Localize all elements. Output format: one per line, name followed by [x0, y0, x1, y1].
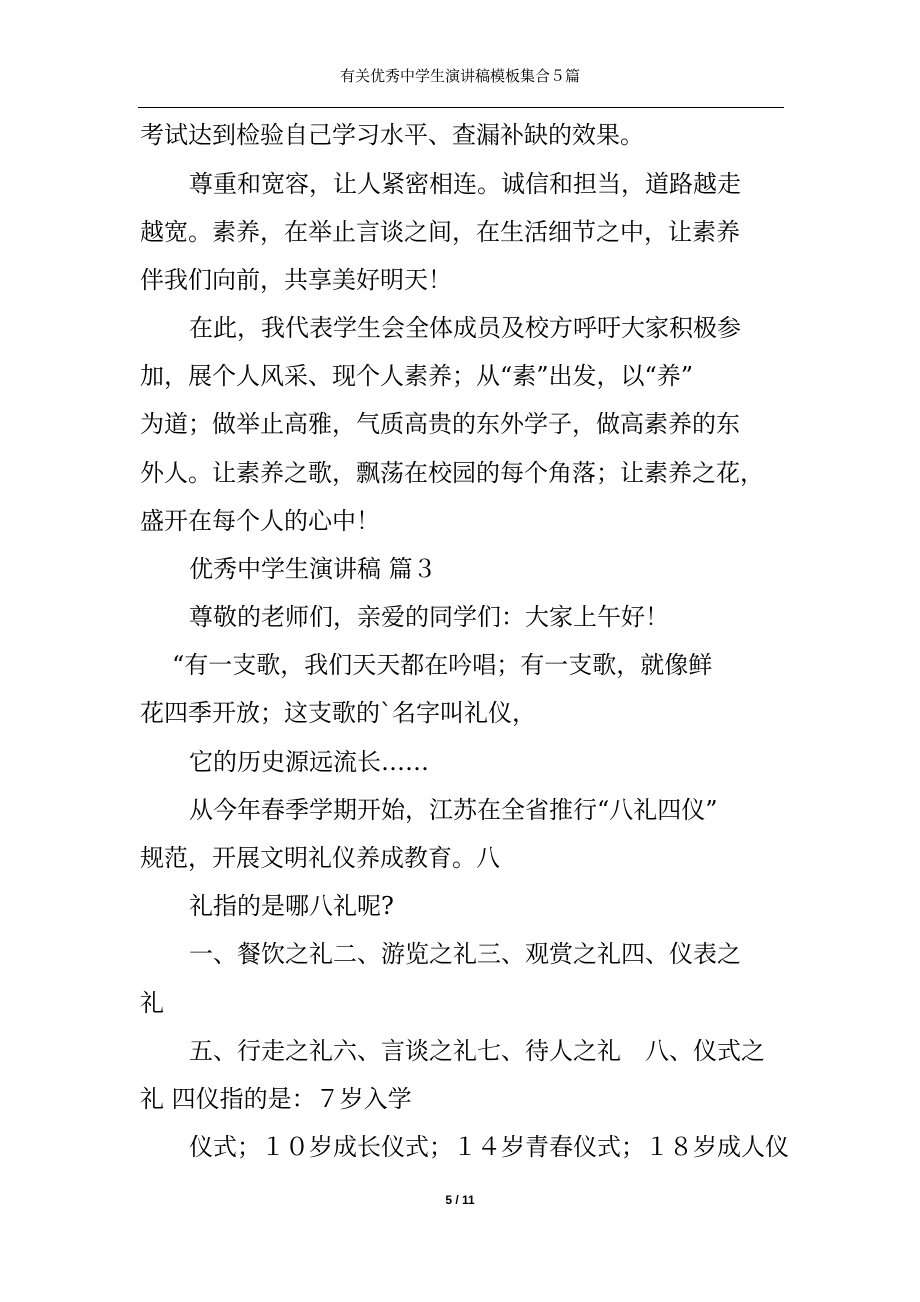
text-line: 盛开在每个人的心中！ [140, 507, 380, 535]
text-line: 礼 四仪指的是：７岁入学 [140, 1085, 412, 1113]
text-line: 仪式；１０岁成长仪式；１４岁青春仪式；１８岁成人仪 [189, 1133, 789, 1161]
header-title: 有关优秀中学生演讲稿模板集合５篇 [339, 67, 580, 85]
text-line: 在此，我代表学生会全体成员及校方呼吁大家积极参 [189, 314, 741, 342]
text-line: 越宽。素养，在举止言谈之间，在生活细节之中，让素养 [140, 218, 740, 246]
text-line: 伴我们向前，共享美好明天！ [140, 266, 452, 294]
text-line: 花四季开放；这支歌的`名字叫礼仪， [140, 699, 536, 727]
text-line: 礼指的是哪八礼呢? [189, 892, 394, 920]
text-line: “有一支歌，我们天天都在吟唱；有一支歌，就像鲜 [172, 651, 713, 679]
text-line: 加，展个人风采、现个人素养；从“素”出发，以“养” [140, 362, 694, 390]
text-line: 五、行走之礼六、言谈之礼七、待人之礼 八、仪式之 [189, 1037, 765, 1065]
section-heading: 优秀中学生演讲稿 篇３ [189, 555, 437, 583]
text-line: 规范，开展文明礼仪养成教育。八 [140, 844, 500, 872]
text-line: 为道；做举止高雅，气质高贵的东外学子，做高素养的东 [140, 410, 740, 438]
text-line: 尊敬的老师们，亲爱的同学们：大家上午好！ [189, 603, 669, 631]
text-line: 考试达到检验自己学习水平、查漏补缺的效果。 [140, 121, 644, 149]
page-number: 5 / 11 [445, 1193, 475, 1207]
text-line: 外人。让素养之歌，飘荡在校园的每个角落；让素养之花， [140, 459, 764, 487]
text-line: 尊重和宽容，让人紧密相连。诚信和担当，道路越走 [189, 170, 741, 198]
text-line: 礼 [140, 989, 164, 1017]
text-line: 一、餐饮之礼二、游览之礼三、观赏之礼四、仪表之 [189, 940, 741, 968]
page-footer [0, 1192, 920, 1208]
text-line: 它的历史源远流长…… [189, 748, 429, 776]
text-line: 从今年春季学期开始，江苏在全省推行“八礼四仪” [189, 796, 718, 824]
